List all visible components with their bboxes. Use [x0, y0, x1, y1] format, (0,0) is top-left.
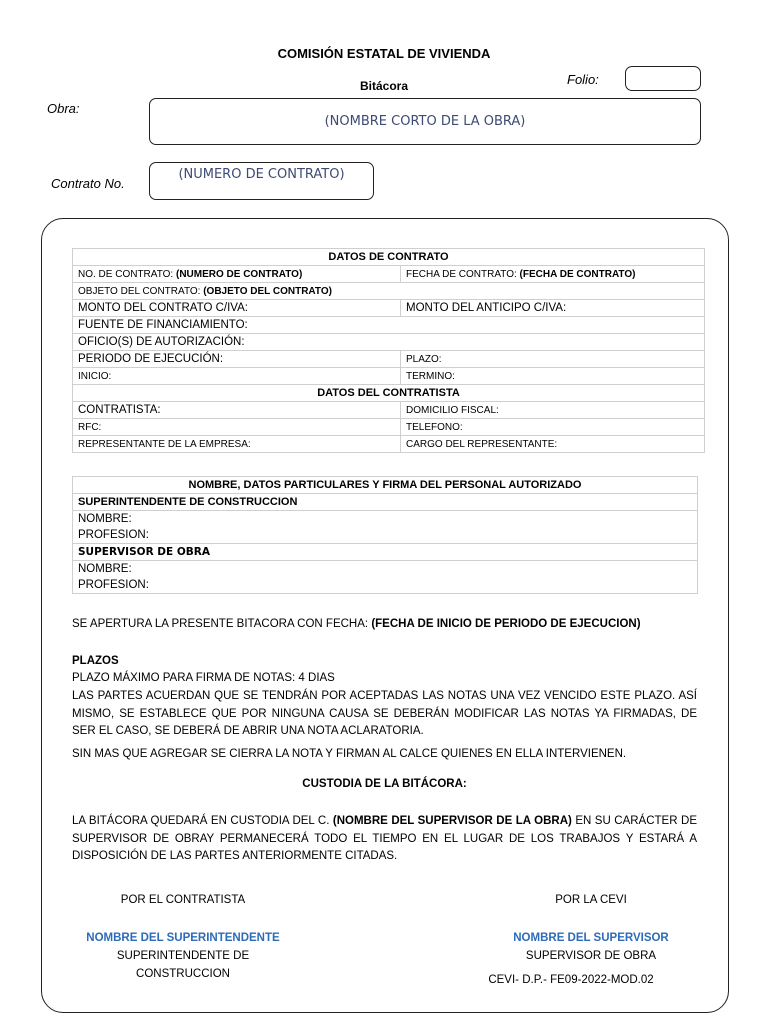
contract-amount-cell: MONTO DEL CONTRATO C/IVA: — [73, 300, 401, 317]
superintendent-name-cell: NOMBRE: — [73, 511, 698, 528]
contract-table-heading: DATOS DE CONTRATO — [73, 249, 705, 266]
obra-label: Obra: — [47, 101, 80, 116]
contract-date-cell: FECHA DE CONTRATO: (FECHA DE CONTRATO) — [401, 266, 705, 283]
fiscal-address-cell: DOMICILIO FISCAL: — [401, 402, 705, 419]
execution-period-cell: PERIODO DE EJECUCIÓN: — [73, 351, 401, 368]
personnel-table-heading: NOMBRE, DATOS PARTICULARES Y FIRMA DEL PERSONAL AUTORIZADO — [73, 477, 698, 494]
supervisor-profession-cell: PROFESION: — [73, 577, 698, 594]
personnel-table — [72, 476, 698, 594]
contract-data-table — [72, 248, 705, 453]
phone-cell: TELEFONO: — [401, 419, 705, 436]
custody-heading: CUSTODIA DE LA BITÁCORA: — [302, 778, 467, 790]
superintendent-signature-role: SUPERINTENDENTE DE CONSTRUCCION — [116, 950, 250, 980]
contract-object-cell: OBJETO DEL CONTRATO: (OBJETO DEL CONTRATO) — [73, 283, 705, 300]
custody-paragraph: LA BITÁCORA QUEDARÁ EN CUSTODIA DEL C. (NOMBRE DEL SUPERVISOR DE LA OBRA) EN SU CARÁCTER DE SUPERVISOR DE OBRAY PERMANECERÁ TODO EL TIEMPO EN EL LUGAR DE LOS TRABAJOS Y ESTARÁ A DISPOSICIÓN DE LAS PARTES ANTERIORMENTE CITADAS. — [72, 815, 697, 862]
document-code: CEVI- D.P.- FE09-2022-MOD.02 — [488, 974, 654, 986]
supervisor-signature-name: NOMBRE DEL SUPERVISOR — [513, 932, 669, 944]
start-cell: INICIO: — [73, 368, 401, 385]
contrato-field[interactable] — [149, 162, 374, 200]
obra-value: (NOMBRE CORTO DE LA OBRA) — [324, 114, 526, 129]
supervisor-signature-role: SUPERVISOR DE OBRA — [525, 950, 657, 962]
plazo-line: PLAZO MÁXIMO PARA FIRMA DE NOTAS: 4 DIAS — [72, 672, 335, 684]
representative-role-cell: CARGO DEL REPRESENTANTE: — [401, 436, 705, 453]
contractor-signature-label: POR EL CONTRATISTA — [120, 894, 246, 906]
opening-statement: SE APERTURA LA PRESENTE BITACORA CON FECHA: (FECHA DE INICIO DE PERIODO DE EJECUCION) — [72, 618, 641, 630]
partes-paragraph: LAS PARTES ACUERDAN QUE SE TENDRÁN POR ACEPTADAS LAS NOTAS UNA VEZ VENCIDO ESTE PLAZO. ASÍ MISMO, SE ESTABLECE QUE POR NINGUNA CAUSA SE DEBERÁN MODIFICAR LAS NOTAS YA FIRMADAS, DE SER EL CASO, SE DEBERÁ DE ABRIR UNA NOTA ACLARATORIA. — [72, 690, 697, 737]
representative-cell: REPRESENTANTE DE LA EMPRESA: — [73, 436, 401, 453]
obra-field[interactable] — [149, 98, 701, 145]
superintendent-signature-name: NOMBRE DEL SUPERINTENDENTE — [86, 932, 280, 944]
contract-number-cell: NO. DE CONTRATO: (NUMERO DE CONTRATO) — [73, 266, 401, 283]
folio-field[interactable] — [625, 66, 701, 91]
authorization-cell: OFICIO(S) DE AUTORIZACIÓN: — [73, 334, 705, 351]
contractor-cell: CONTRATISTA: — [73, 402, 401, 419]
cevi-signature-label: POR LA CEVI — [555, 894, 627, 906]
superintendent-heading: SUPERINTENDENTE DE CONSTRUCCION — [73, 494, 698, 511]
funding-source-cell: FUENTE DE FINANCIAMIENTO: — [73, 317, 705, 334]
contrato-value: (NUMERO DE CONTRATO) — [178, 167, 345, 182]
end-cell: TERMINO: — [401, 368, 705, 385]
folio-label: Folio: — [567, 72, 599, 87]
document-title: COMISIÓN ESTATAL DE VIVIENDA — [277, 46, 491, 61]
closing-line: SIN MAS QUE AGREGAR SE CIERRA LA NOTA Y FIRMAN AL CALCE QUIENES EN ELLA INTERVIENEN. — [72, 748, 627, 760]
advance-amount-cell: MONTO DEL ANTICIPO C/IVA: — [401, 300, 705, 317]
supervisor-heading: SUPERVISOR DE OBRA — [73, 544, 698, 561]
rfc-cell: RFC: — [73, 419, 401, 436]
contractor-table-heading: DATOS DEL CONTRATISTA — [73, 385, 705, 402]
supervisor-name-cell: NOMBRE: — [73, 561, 698, 578]
document-subtitle: Bitácora — [359, 79, 409, 93]
superintendent-profession-cell: PROFESION: — [73, 527, 698, 544]
contrato-label: Contrato No. — [51, 176, 125, 191]
plazos-heading: PLAZOS — [72, 655, 119, 667]
term-cell: PLAZO: — [401, 351, 705, 368]
